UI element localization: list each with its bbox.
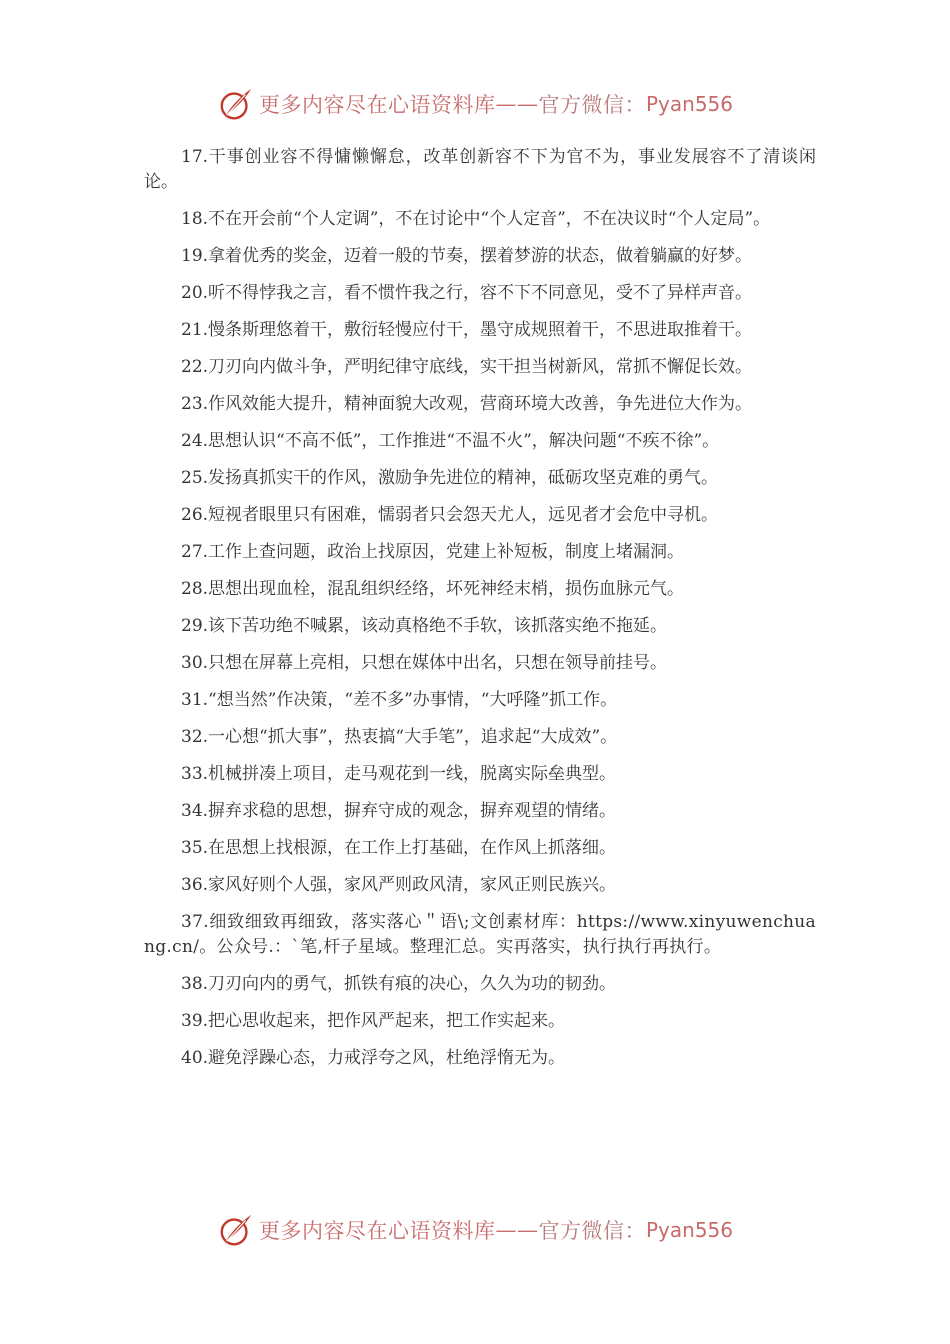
paragraph-17: 17.干事创业容不得慵懒懈怠，改革创新容不下为官不为，事业发展容不了清谈闲论。 [144, 147, 816, 192]
paragraph-38: 38.刀刃向内的勇气，抓铁有痕的决心，久久为功的韧劲。 [181, 974, 617, 994]
document-body [144, 145, 816, 1083]
footer-wechat-label: 官方微信： [538, 1219, 646, 1243]
footer-dash: —— [495, 1218, 539, 1242]
paragraph-33: 33.机械拼凑上项目，走马观花到一线，脱离实际垒典型。 [181, 764, 617, 784]
header-banner [0, 84, 950, 124]
header-dash: —— [495, 92, 539, 116]
paragraph-30: 30.只想在屏幕上亮相，只想在媒体中出名，只想在领导前挂号。 [181, 653, 668, 673]
paragraph-27: 27.工作上查问题，政治上找原因，党建上补短板，制度上堵漏洞。 [181, 542, 685, 562]
quill-pen-logo-icon [217, 1211, 255, 1249]
header-wechat-label: 官方微信： [538, 93, 646, 117]
paragraph-37: 37.细致细致再细致，落实落心＂语\;文创素材库：https://www.xinyuwenchuang.cn/。公众号.：`笔,杆子星域。整理汇总。实再落实，执行执行再执行。 [144, 912, 816, 957]
paragraph-21: 21.慢条斯理悠着干，敷衍轻慢应付干，墨守成规照着干，不思进取推着干。 [181, 320, 753, 340]
paragraph-31: 31.“想当然”作决策，“差不多”办事情，“大呼隆”抓工作。 [181, 690, 618, 710]
paragraph-25: 25.发扬真抓实干的作风，激励争先进位的精神，砥砺攻坚克难的勇气。 [181, 468, 719, 488]
paragraph-24: 24.思想认识“不高不低”，工作推进“不温不火”，解决问题“不疾不徐”。 [181, 431, 720, 451]
paragraph-20: 20.听不得悖我之言，看不惯忤我之行，容不下不同意见，受不了异样声音。 [181, 283, 753, 303]
paragraph-22: 22.刀刃向内做斗争，严明纪律守底线，实干担当树新风，常抓不懈促长效。 [181, 357, 753, 377]
header-title: 更多内容尽在心语资料库 [258, 93, 496, 117]
paragraph-26: 26.短视者眼里只有困难，懦弱者只会怨天尤人，远见者才会危中寻机。 [181, 505, 719, 525]
header-wechat-id: Pyan556 [645, 92, 733, 116]
footer-wechat-id: Pyan556 [645, 1218, 733, 1242]
footer-title: 更多内容尽在心语资料库 [258, 1219, 496, 1243]
paragraph-18: 18.不在开会前“个人定调”，不在讨论中“个人定音”，不在决议时“个人定局”。 [181, 209, 771, 229]
paragraph-34: 34.摒弃求稳的思想，摒弃守成的观念，摒弃观望的情绪。 [181, 801, 617, 821]
paragraph-19: 19.拿着优秀的奖金，迈着一般的节奏，摆着梦游的状态，做着躺赢的好梦。 [181, 246, 753, 266]
paragraph-39: 39.把心思收起来，把作风严起来，把工作实起来。 [181, 1011, 566, 1031]
paragraph-28: 28.思想出现血栓，混乱组织经络，坏死神经末梢，损伤血脉元气。 [181, 579, 685, 599]
paragraph-36: 36.家风好则个人强，家风严则政风清，家风正则民族兴。 [181, 875, 617, 895]
quill-pen-logo-icon [217, 85, 255, 123]
paragraph-23: 23.作风效能大提升，精神面貌大改观，营商环境大改善，争先进位大作为。 [181, 394, 753, 414]
footer-banner [0, 1210, 950, 1250]
paragraph-29: 29.该下苦功绝不喊累，该动真格绝不手软，该抓落实绝不拖延。 [181, 616, 668, 636]
paragraph-40: 40.避免浮躁心态，力戒浮夸之风，杜绝浮惰无为。 [181, 1048, 566, 1068]
paragraph-32: 32.一心想“抓大事”，热衷搞“大手笔”，追求起“大成效”。 [181, 727, 618, 747]
paragraph-35: 35.在思想上找根源，在工作上打基础，在作风上抓落细。 [181, 838, 617, 858]
